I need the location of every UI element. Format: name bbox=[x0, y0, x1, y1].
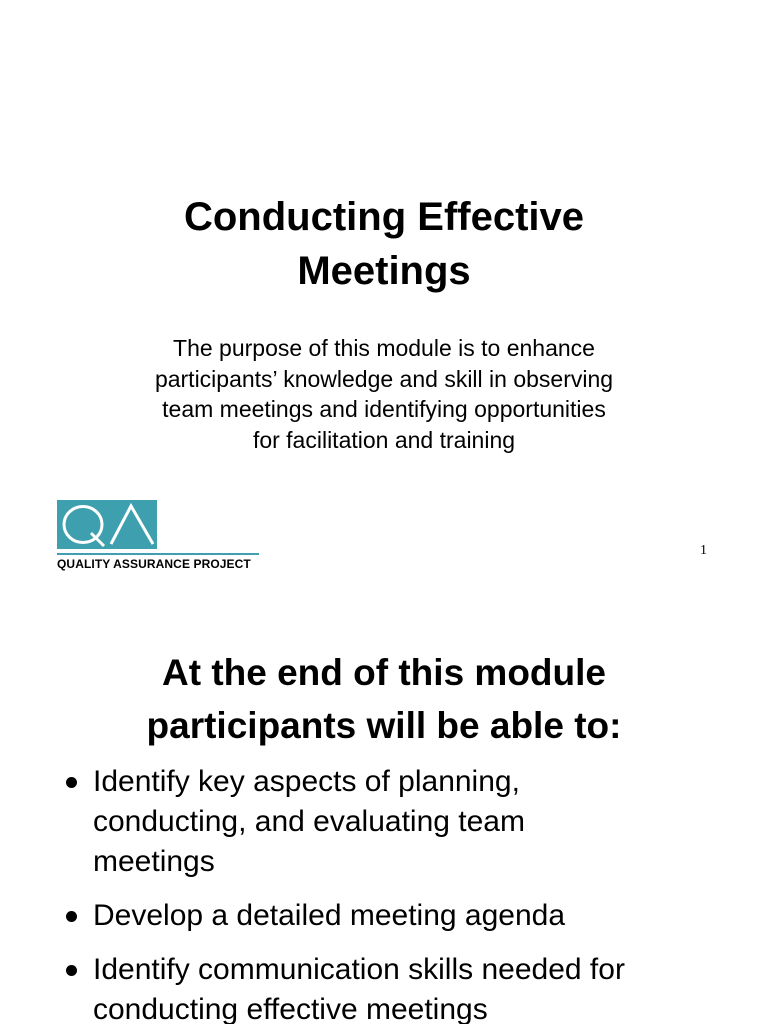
subtitle-line: The purpose of this module is to enhance bbox=[173, 335, 595, 361]
logo-caption: QUALITY ASSURANCE PROJECT bbox=[57, 557, 251, 571]
slide-2 bbox=[0, 600, 768, 1024]
qa-logo-icon bbox=[57, 500, 157, 549]
list-item bbox=[62, 896, 752, 936]
objectives-list bbox=[62, 762, 752, 1024]
bullet-line: Identify communication skills needed for bbox=[93, 953, 625, 986]
title-line: participants will be able to: bbox=[146, 705, 622, 746]
bullet-line: meetings bbox=[93, 845, 215, 878]
bullet-line: Identify key aspects of planning, bbox=[93, 765, 520, 798]
bullet-line: conducting, and evaluating team bbox=[93, 805, 525, 838]
slide-title-text: Conducting Effective Meetings bbox=[183, 195, 585, 293]
subtitle-line: participants’ knowledge and skill in observing bbox=[154, 365, 614, 392]
subtitle-line: team meetings and identifying opportunities bbox=[162, 396, 606, 422]
slide-title bbox=[0, 190, 768, 298]
logo-rule bbox=[57, 553, 259, 555]
bullet-icon bbox=[66, 965, 77, 976]
bullet-icon bbox=[66, 911, 77, 922]
list-item bbox=[62, 762, 752, 882]
slide-subtitle bbox=[0, 333, 768, 455]
list-item bbox=[62, 950, 752, 1024]
subtitle-line: for facilitation and training bbox=[252, 426, 516, 453]
bullet-icon bbox=[66, 777, 77, 788]
bullet-line: Develop a detailed meeting agenda bbox=[93, 899, 566, 932]
bullet-line: conducting effective meetings bbox=[93, 993, 488, 1024]
slide-title bbox=[0, 646, 768, 752]
qa-logo bbox=[57, 500, 157, 549]
page-number: 1 bbox=[700, 543, 707, 558]
title-line: At the end of this module bbox=[162, 652, 606, 693]
